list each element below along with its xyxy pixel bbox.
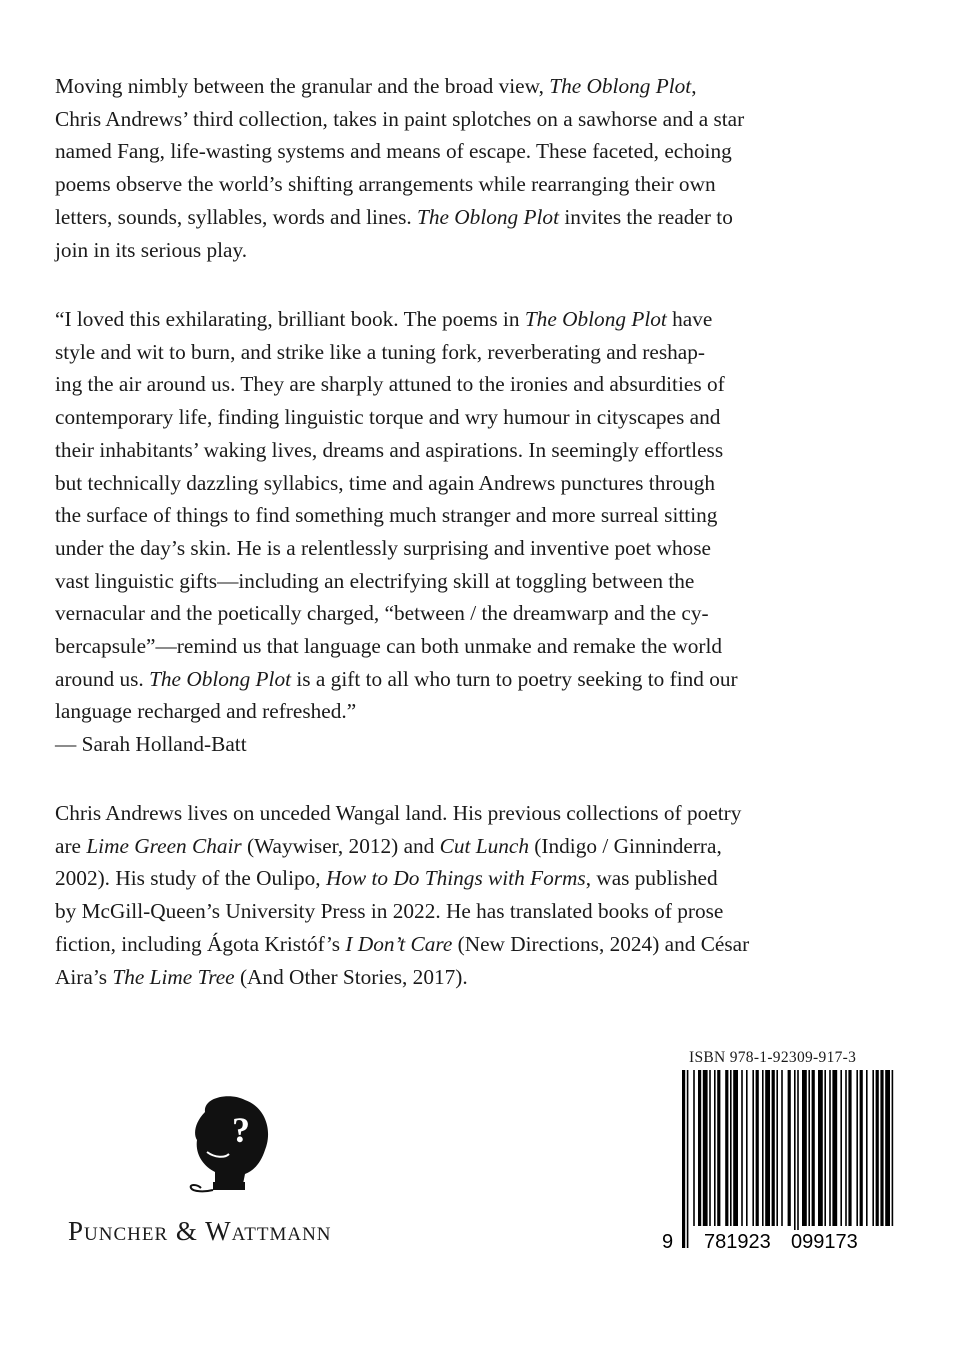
bio-line: [55, 797, 905, 830]
italic-title: The Oblong Plot: [417, 204, 559, 229]
barcode-digits-right: 099173: [791, 1231, 858, 1252]
text-run: fiction, including Ágota Kristóf’s: [55, 931, 346, 956]
barcode-bar: [693, 1070, 695, 1226]
quote-line: [55, 728, 905, 761]
barcode-bar: [802, 1070, 807, 1226]
quote-line: [55, 565, 905, 598]
barcode-bar: [845, 1070, 847, 1226]
barcode-bar: [717, 1070, 720, 1226]
text-run: the surface of things to find something much stranger and more surreal sitting: [55, 503, 718, 528]
barcode-bar: [856, 1070, 858, 1226]
text-run: Moving nimbly between the granular and the broad view,: [55, 74, 550, 98]
bio-line: [55, 830, 905, 863]
barcode-digit-first: 9: [662, 1231, 674, 1252]
bio-line: [55, 961, 905, 994]
text-run: (Waywiser, 2012) and: [241, 833, 440, 858]
text-run: “I loved this exhilarating, brilliant book. The poems in: [55, 307, 525, 331]
text-run: Aira’s: [55, 964, 113, 989]
text-run: — Sarah Holland-Batt: [55, 732, 247, 757]
barcode-bar: [756, 1070, 759, 1226]
quote-line: [55, 434, 905, 467]
barcode-bar: [703, 1070, 708, 1226]
text-run: , was published: [585, 866, 718, 891]
text-run: named Fang, life-wasting systems and means of escape. These faceted, echoing: [55, 139, 732, 164]
quote-line: [55, 467, 905, 500]
bio-line: [55, 862, 905, 895]
text-run: Chris Andrews’ third collection, takes in paint splotches on a sawhorse and a star: [55, 106, 745, 131]
publisher-name: Puncher & Wattmann: [68, 1216, 332, 1246]
text-run: is a gift to all who turn to poetry seeking to find our: [291, 666, 738, 691]
text-run: ing the air around us. They are sharply attuned to the ironies and absurdities of: [55, 372, 725, 397]
quote-line: [55, 336, 905, 369]
quote-line: [55, 532, 905, 565]
blurb-line: [55, 70, 905, 103]
barcode-bar: [824, 1070, 826, 1226]
barcode-bar: [872, 1070, 874, 1226]
barcode-bar: [818, 1070, 823, 1226]
text-run: ,: [691, 74, 697, 98]
text-run: 2002). His study of the Oulipo,: [55, 866, 326, 891]
text-run: under the day’s skin. He is a relentlessly surprising and inventive poet whose: [55, 535, 711, 560]
text-run: invites the reader to: [559, 204, 733, 229]
barcode-bar: [746, 1070, 748, 1226]
text-run: join in its serious play.: [55, 237, 248, 262]
barcode-bar: [840, 1070, 842, 1226]
barcode-bar: [885, 1070, 890, 1226]
barcode-bar: [687, 1070, 689, 1248]
barcode-digits-left: 781923: [704, 1231, 771, 1252]
barcode-bar: [765, 1070, 770, 1226]
italic-title: How to Do Things with Forms: [325, 866, 586, 891]
text-run: bercapsule”—remind us that language can both unmake and remake the world: [55, 634, 723, 659]
italic-title: The Oblong Plot: [149, 666, 292, 691]
barcode-bar: [733, 1070, 738, 1226]
text-run: letters, sounds, syllables, words and lines.: [55, 204, 418, 229]
blurb-paragraph: [55, 70, 905, 266]
bio-line: [55, 928, 905, 961]
blurb-line: [55, 168, 905, 201]
isbn-label: ISBN 978-1-92309-917-3: [689, 1049, 857, 1066]
italic-title: The Lime Tree: [112, 964, 235, 989]
text-run: their inhabitants’ waking lives, dreams and aspirations. In seemingly effortless: [55, 437, 724, 462]
publisher-logo-icon: [185, 1092, 280, 1204]
quote-line: [55, 663, 905, 696]
barcode-bar: [725, 1070, 728, 1226]
text-run: contemporary life, finding linguistic torque and wry humour in cityscapes and: [55, 405, 721, 430]
text-run: (And Other Stories, 2017).: [234, 964, 468, 989]
barcode-icon: [660, 1070, 900, 1252]
text-run: (New Directions, 2024) and César: [452, 931, 750, 956]
barcode-bar: [762, 1070, 764, 1226]
quote-line: [55, 368, 905, 401]
barcode-bar: [714, 1070, 716, 1226]
barcode-bar: [812, 1070, 815, 1226]
text-run: style and wit to burn, and strike like a tuning fork, reverberating and reshap-: [55, 339, 705, 364]
barcode-bar: [876, 1070, 879, 1226]
barcode-bar: [797, 1070, 799, 1248]
italic-title: Cut Lunch: [439, 833, 529, 858]
text-run: poems observe the world’s shifting arrangements while rearranging their own: [55, 172, 716, 197]
barcode-bar: [752, 1070, 754, 1226]
barcode-bar: [709, 1070, 711, 1226]
barcode-bar: [832, 1070, 837, 1226]
italic-title: I Don’t Care: [345, 931, 453, 956]
text-run: around us.: [55, 666, 150, 691]
text-run: by McGill-Queen’s University Press in 2022. He has translated books of prose: [55, 899, 724, 924]
text-run: have: [666, 307, 713, 331]
barcode-bar: [788, 1070, 791, 1226]
blurb-line: [55, 103, 905, 136]
text-run: are: [55, 833, 87, 858]
author-bio: [55, 797, 905, 993]
barcode-bar: [892, 1070, 894, 1226]
bio-line: [55, 895, 905, 928]
text-run: language recharged and refreshed.”: [55, 699, 357, 724]
barcode-bar: [808, 1070, 810, 1226]
blurb-line: [55, 135, 905, 168]
text-run: vernacular and the poetically charged, “between / the dreamwarp and the cy-: [55, 601, 709, 626]
barcode-bar: [682, 1070, 685, 1248]
italic-title: The Oblong Plot: [549, 74, 692, 98]
endorsement-quote: [55, 303, 905, 761]
italic-title: Lime Green Chair: [86, 833, 242, 858]
blurb-line: [55, 234, 905, 267]
text-run: Chris Andrews lives on unceded Wangal land. His previous collections of poetry: [55, 801, 742, 825]
barcode-bar: [848, 1070, 851, 1226]
barcode-bar: [860, 1070, 863, 1226]
quote-line: [55, 499, 905, 532]
barcode-bar: [730, 1070, 732, 1226]
barcode-bar: [741, 1070, 743, 1226]
text-run: vast linguistic gifts—including an electrifying skill at toggling between the: [55, 568, 695, 593]
barcode-bar: [781, 1070, 783, 1226]
barcode-bar: [866, 1070, 868, 1226]
quote-line: [55, 630, 905, 663]
quote-line: [55, 303, 905, 336]
quote-line: [55, 597, 905, 630]
barcode-bar: [794, 1070, 796, 1248]
barcode-bar: [880, 1070, 883, 1226]
text-run: (Indigo / Ginninderra,: [528, 833, 722, 858]
barcode-bar: [776, 1070, 778, 1226]
svg-text:?: ?: [232, 1110, 250, 1150]
barcode-bar: [772, 1070, 775, 1226]
barcode-bar: [829, 1070, 831, 1226]
quote-line: [55, 695, 905, 728]
quote-line: [55, 401, 905, 434]
text-run: but technically dazzling syllabics, time and again Andrews punctures through: [55, 470, 716, 495]
blurb-line: [55, 201, 905, 234]
barcode-bar: [698, 1070, 701, 1226]
italic-title: The Oblong Plot: [524, 307, 667, 331]
